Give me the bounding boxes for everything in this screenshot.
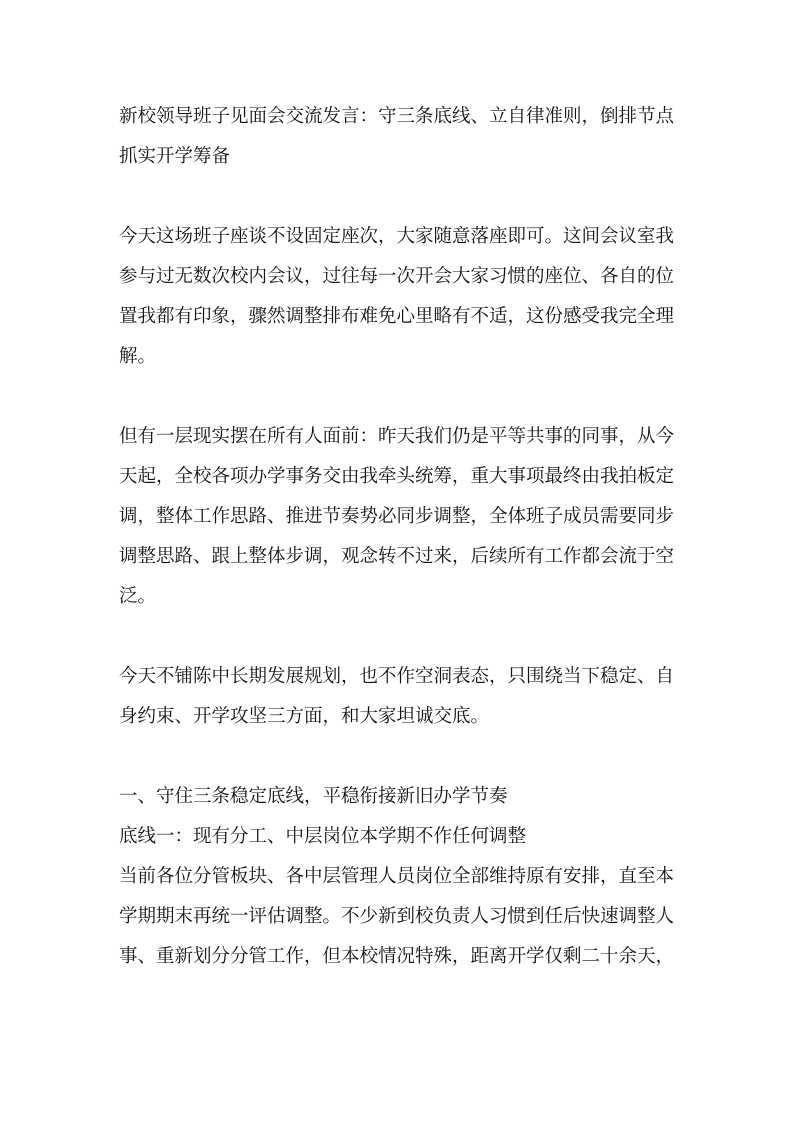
paragraph-3: 今天不铺陈中长期发展规划，也不作空洞表态，只围绕当下稳定、自身约束、开学攻坚三方面，和大家坦诚交底。 <box>119 666 675 727</box>
subsection-body: 当前各位分管板块、各中层管理人员岗位全部维持原有安排，直至本学期期末再统一评估调整。不少新到校负责人习惯到任后快速调整人事、重新划分分管工作，但本校情况特殊，距离开学仅剩二十余天， <box>119 866 675 967</box>
subsection-heading: 底线一：现有分工、中层岗位本学期不作任何调整 <box>119 826 527 847</box>
paragraph-1: 今天这场班子座谈不设固定座次，大家随意落座即可。这间会议室我参与过无数次校内会议，过往每一次开会大家习惯的座位、各自的位置我都有印象，骤然调整排布难免心里略有不适，这份感受我完全理解。 <box>119 226 675 367</box>
document-title: 新校领导班子见面会交流发言：守三条底线、立自律准则，倒排节点抓实开学筹备 <box>119 106 675 167</box>
document-body <box>119 97 679 977</box>
paragraph-2: 但有一层现实摆在所有人面前：昨天我们仍是平等共事的同事，从今天起，全校各项办学事务交由我牵头统筹，重大事项最终由我拍板定调，整体工作思路、推进节奏势必同步调整，全体班子成员需要同步调整思路、跟上整体步调，观念转不过来，后续所有工作都会流于空泛。 <box>119 426 675 607</box>
section-heading: 一、守住三条稳定底线，平稳衔接新旧办学节奏 <box>119 786 508 807</box>
